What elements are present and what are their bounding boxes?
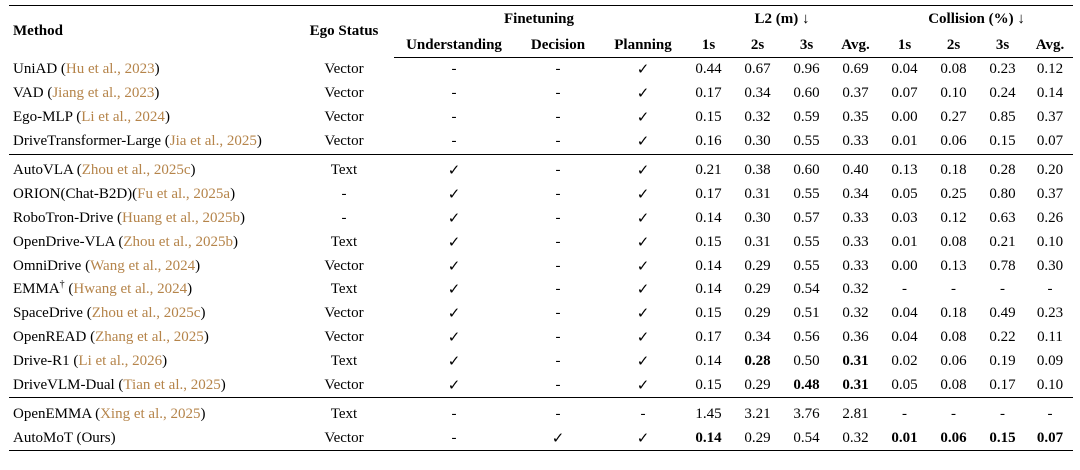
header-collision: Collision (%) ↓	[880, 6, 1073, 34]
l2-2s-cell: 0.28	[744, 353, 771, 370]
collision-avg-cell: 0.10	[1036, 233, 1064, 250]
planning-cell: ✓	[602, 426, 684, 450]
l2-1s-cell: 0.15	[695, 109, 722, 126]
l2-avg-cell: 0.33	[842, 209, 869, 226]
planning-cell: ✓	[636, 234, 650, 251]
l2-1s-cell: 0.44	[695, 61, 722, 78]
ego-status-cell: Text	[294, 398, 394, 426]
collision-3s-cell: 0.28	[978, 154, 1027, 182]
table-row	[9, 130, 1073, 154]
decision-cell: -	[555, 85, 561, 102]
l2-3s-cell: 0.54	[793, 281, 820, 298]
planning-cell: ✓	[636, 354, 650, 371]
table-row	[9, 58, 1073, 82]
understanding-cell: -	[451, 61, 457, 78]
collision-avg-cell: 0.11	[1037, 329, 1063, 346]
collision-1s-cell: 0.04	[891, 61, 918, 78]
collision-avg-cell: 0.07	[1027, 426, 1073, 450]
l2-3s-cell: 0.50	[793, 353, 820, 370]
understanding-cell: ✓	[447, 210, 461, 227]
method-name: Drive-R1	[13, 353, 70, 370]
ego-status-cell: Vector	[324, 61, 364, 78]
decision-cell: -	[555, 233, 561, 250]
collision-avg-cell: 0.09	[1036, 353, 1064, 370]
method-cell: RoboTron-Drive (Huang et al., 2025b)	[13, 209, 245, 226]
collision-avg-cell: -	[1027, 398, 1073, 426]
understanding-cell: -	[451, 85, 457, 102]
table-row	[9, 426, 1073, 450]
table-header	[9, 6, 1073, 58]
collision-avg-cell: 0.26	[1036, 209, 1064, 226]
collision-1s-cell: 0.01	[891, 133, 918, 150]
understanding-cell: ✓	[447, 330, 461, 347]
collision-2s-cell: 0.27	[940, 109, 967, 126]
l2-2s-cell: 0.29	[744, 257, 771, 274]
table-row	[9, 326, 1073, 350]
collision-1s-cell: 0.05	[891, 185, 918, 202]
l2-3s-cell: 0.51	[793, 305, 820, 322]
l2-1s-cell: 0.17	[695, 185, 722, 202]
collision-1s-cell: -	[902, 281, 908, 298]
collision-2s-cell: 0.18	[940, 305, 967, 322]
method-name: VAD	[13, 85, 44, 102]
collision-2s-cell: 0.08	[940, 377, 967, 394]
understanding-cell: ✓	[447, 258, 461, 275]
planning-cell: ✓	[636, 186, 650, 203]
ego-status-cell: Vector	[294, 426, 394, 450]
method-cell: OmniDrive (Wang et al., 2024)	[13, 257, 201, 274]
collision-avg-cell: -	[1047, 281, 1053, 298]
header-l2-3s: 3s	[782, 33, 831, 58]
l2-avg-cell: 0.31	[842, 353, 869, 370]
l2-3s-cell: 0.55	[793, 185, 820, 202]
method-cell: OpenDrive-VLA (Zhou et al., 2025b)	[13, 233, 238, 250]
planning-cell: ✓	[636, 330, 650, 347]
method-name: SpaceDrive	[13, 305, 83, 322]
method-cell: Ego-MLP (Li et al., 2024)	[13, 109, 170, 126]
table-row	[9, 374, 1073, 398]
understanding-cell: ✓	[447, 234, 461, 251]
collision-1s-cell: 0.04	[891, 305, 918, 322]
collision-2s-cell: 0.12	[940, 209, 967, 226]
l2-avg-cell: 0.40	[831, 154, 880, 182]
l2-3s-cell: 0.96	[793, 61, 820, 78]
collision-1s-cell: 0.00	[891, 109, 918, 126]
collision-3s-cell: 0.24	[989, 85, 1016, 102]
method-cell: ORION(Chat-B2D)(Fu et al., 2025a)	[13, 185, 236, 202]
method-name: RoboTron-Drive	[13, 209, 114, 226]
method-cell: SpaceDrive (Zhou et al., 2025c)	[13, 305, 206, 322]
ego-status-cell: Vector	[324, 329, 364, 346]
decision-cell: -	[555, 329, 561, 346]
planning-cell: ✓	[636, 134, 650, 151]
header-l2-avg: Avg.	[831, 33, 880, 58]
ego-status-cell: -	[341, 209, 347, 226]
collision-2s-cell: 0.06	[940, 353, 967, 370]
collision-3s-cell: 0.23	[989, 61, 1016, 78]
table-row	[9, 154, 1073, 182]
decision-cell: -	[555, 305, 561, 322]
collision-3s-cell: 0.78	[989, 257, 1016, 274]
l2-2s-cell: 0.29	[733, 426, 782, 450]
l2-2s-cell: 0.30	[744, 209, 771, 226]
collision-1s-cell: -	[880, 398, 929, 426]
collision-2s-cell: 0.08	[940, 329, 967, 346]
collision-1s-cell: 0.13	[880, 154, 929, 182]
method-name: OpenDrive-VLA	[13, 233, 115, 250]
l2-3s-cell: 0.59	[793, 109, 820, 126]
ego-status-cell: Text	[294, 154, 394, 182]
l2-avg-cell: 0.36	[842, 329, 869, 346]
l2-3s-cell: 0.57	[793, 209, 820, 226]
citation-link[interactable]: Tian et al., 2025	[123, 377, 221, 394]
ego-status-cell: Vector	[324, 377, 364, 394]
citation-link[interactable]: Li et al., 2026	[78, 353, 163, 370]
l2-3s-cell: 0.48	[793, 377, 820, 394]
collision-2s-cell: 0.25	[940, 185, 967, 202]
citation-link[interactable]: Zhou et al., 2025c	[81, 162, 191, 178]
citation-link[interactable]: Xing et al., 2025	[100, 405, 201, 422]
table-row	[9, 398, 1073, 426]
table-row	[9, 254, 1073, 278]
understanding-cell: ✓	[394, 154, 514, 182]
l2-3s-cell: 0.60	[782, 154, 831, 182]
citation-link[interactable]: Zhang et al., 2025	[95, 329, 204, 346]
collision-3s-cell: 0.22	[989, 329, 1016, 346]
header-col-1s: 1s	[880, 33, 929, 58]
understanding-cell: ✓	[447, 282, 461, 299]
ego-status-cell: Vector	[324, 257, 364, 274]
table-row	[9, 278, 1073, 302]
ego-status-cell: Text	[330, 233, 358, 250]
collision-avg-cell: 0.14	[1036, 85, 1064, 102]
collision-avg-cell: 0.30	[1036, 257, 1064, 274]
collision-avg-cell: 0.37	[1036, 109, 1064, 126]
table-row	[9, 230, 1073, 254]
collision-avg-cell: 0.07	[1036, 133, 1064, 150]
understanding-cell: -	[394, 398, 514, 426]
understanding-cell: -	[451, 109, 457, 126]
collision-avg-cell: 0.23	[1036, 305, 1064, 322]
collision-2s-cell: 0.18	[929, 154, 978, 182]
collision-3s-cell: 0.15	[989, 133, 1016, 150]
method-cell: OpenEMMA (Xing et al., 2025)	[9, 398, 294, 426]
table-row	[9, 302, 1073, 326]
method-footnote-mark: †	[59, 279, 65, 291]
collision-avg-cell: 0.12	[1036, 61, 1064, 78]
citation-link[interactable]: Jia et al., 2025	[169, 133, 257, 150]
planning-cell: ✓	[636, 86, 650, 103]
l2-1s-cell: 0.17	[695, 329, 722, 346]
method-cell: OpenREAD (Zhang et al., 2025)	[13, 329, 209, 346]
header-planning: Planning	[602, 33, 684, 58]
citation-link[interactable]: Wang et al., 2024	[90, 257, 196, 274]
method-name: AutoVLA	[13, 162, 73, 178]
decision-cell: ✓	[514, 426, 602, 450]
ego-status-cell: Text	[330, 353, 358, 370]
collision-1s-cell: 0.00	[891, 257, 918, 274]
l2-avg-cell: 0.32	[831, 426, 880, 450]
l2-3s-cell: 0.56	[793, 329, 820, 346]
method-cell: AutoVLA (Zhou et al., 2025c)	[9, 154, 294, 182]
collision-2s-cell: 0.08	[940, 233, 967, 250]
header-col-2s: 2s	[929, 33, 978, 58]
l2-2s-cell: 0.38	[733, 154, 782, 182]
understanding-cell: ✓	[447, 378, 461, 395]
collision-1s-cell: 0.07	[891, 85, 918, 102]
l2-avg-cell: 0.69	[842, 61, 869, 78]
l2-avg-cell: 2.81	[831, 398, 880, 426]
understanding-cell: ✓	[447, 306, 461, 323]
understanding-cell: ✓	[447, 354, 461, 371]
decision-cell: -	[555, 185, 561, 202]
ego-status-cell: Text	[330, 281, 358, 298]
l2-1s-cell: 0.16	[695, 133, 722, 150]
method-name: DriveTransformer-Large	[13, 133, 161, 150]
collision-1s-cell: 0.01	[891, 233, 918, 250]
decision-cell: -	[555, 133, 561, 150]
header-l2: L2 (m) ↓	[684, 6, 880, 34]
l2-avg-cell: 0.32	[842, 305, 869, 322]
method-name: DriveVLM-Dual	[13, 377, 115, 394]
citation-link[interactable]: Hwang et al., 2024	[73, 281, 188, 298]
citation-link[interactable]: Li et al., 2024	[81, 109, 165, 126]
l2-2s-cell: 3.21	[733, 398, 782, 426]
collision-3s-cell: 0.17	[989, 377, 1016, 394]
table-body	[9, 58, 1073, 451]
l2-avg-cell: 0.32	[842, 281, 869, 298]
l2-2s-cell: 0.30	[744, 133, 771, 150]
decision-cell: -	[555, 353, 561, 370]
citation-link[interactable]: Hu et al., 2023	[65, 61, 155, 78]
collision-3s-cell: 0.80	[989, 185, 1016, 202]
ego-status-cell: Vector	[324, 85, 364, 102]
header-col-3s: 3s	[978, 33, 1027, 58]
ego-status-cell: Vector	[324, 133, 364, 150]
l2-2s-cell: 0.29	[744, 281, 771, 298]
l2-2s-cell: 0.29	[744, 377, 771, 394]
l2-2s-cell: 0.67	[744, 61, 771, 78]
decision-cell: -	[514, 154, 602, 182]
l2-3s-cell: 0.55	[793, 233, 820, 250]
collision-2s-cell: -	[951, 281, 957, 298]
table-row	[9, 106, 1073, 130]
planning-cell: ✓	[636, 62, 650, 79]
citation-link[interactable]: Fu et al., 2025a	[137, 185, 231, 202]
collision-2s-cell: 0.13	[940, 257, 967, 274]
decision-cell: -	[514, 398, 602, 426]
l2-3s-cell: 0.55	[793, 257, 820, 274]
l2-1s-cell: 1.45	[684, 398, 733, 426]
method-name: EMMA	[13, 281, 60, 298]
collision-3s-cell: 0.19	[989, 353, 1016, 370]
planning-cell: ✓	[602, 154, 684, 182]
header-finetuning: Finetuning	[394, 6, 684, 34]
l2-2s-cell: 0.34	[744, 329, 771, 346]
l2-3s-cell: 0.55	[793, 133, 820, 150]
method-cell: VAD (Jiang et al., 2023)	[13, 85, 160, 102]
method-name: ORION(Chat-B2D)	[13, 185, 133, 202]
table-row	[9, 82, 1073, 106]
collision-1s-cell: 0.05	[891, 377, 918, 394]
collision-2s-cell: -	[929, 398, 978, 426]
collision-1s-cell: 0.02	[891, 353, 918, 370]
planning-cell: -	[602, 398, 684, 426]
citation-link[interactable]: Jiang et al., 2023	[52, 85, 155, 102]
planning-cell: ✓	[636, 110, 650, 127]
l2-1s-cell: 0.21	[684, 154, 733, 182]
collision-1s-cell: 0.04	[891, 329, 918, 346]
l2-3s-cell: 3.76	[782, 398, 831, 426]
l2-1s-cell: 0.15	[695, 377, 722, 394]
method-cell: UniAD (Hu et al., 2023)	[13, 61, 160, 78]
collision-3s-cell: 0.85	[989, 109, 1016, 126]
method-name: OpenEMMA	[13, 405, 92, 422]
decision-cell: -	[555, 377, 561, 394]
decision-cell: -	[555, 257, 561, 274]
method-name: OpenREAD	[13, 329, 87, 346]
comparison-table	[9, 5, 1073, 451]
understanding-cell: -	[451, 133, 457, 150]
l2-avg-cell: 0.37	[842, 85, 869, 102]
citation-link[interactable]: Zhou et al., 2025b	[123, 233, 233, 250]
l2-2s-cell: 0.31	[744, 185, 771, 202]
method-cell	[9, 426, 294, 450]
l2-avg-cell: 0.33	[842, 133, 869, 150]
l2-1s-cell: 0.14	[695, 353, 722, 370]
citation-link[interactable]: Zhou et al., 2025c	[91, 305, 201, 322]
collision-avg-cell: 0.20	[1027, 154, 1073, 182]
header-method: Method	[9, 6, 294, 58]
planning-cell: ✓	[636, 306, 650, 323]
ego-status-cell: Vector	[324, 305, 364, 322]
table-row	[9, 182, 1073, 206]
header-l2-1s: 1s	[684, 33, 733, 58]
method-name: UniAD	[13, 61, 58, 78]
table-row	[9, 350, 1073, 374]
planning-cell: ✓	[636, 258, 650, 275]
collision-2s-cell: 0.06	[929, 426, 978, 450]
table-row	[9, 206, 1073, 230]
collision-avg-cell: 0.37	[1036, 185, 1064, 202]
l2-2s-cell: 0.29	[744, 305, 771, 322]
method-cell: EMMA† (Hwang et al., 2024)	[13, 279, 193, 298]
collision-1s-cell: 0.01	[880, 426, 929, 450]
l2-1s-cell: 0.15	[695, 305, 722, 322]
l2-1s-cell: 0.15	[695, 233, 722, 250]
header-understanding: Understanding	[394, 33, 514, 58]
collision-2s-cell: 0.08	[940, 61, 967, 78]
method-cell: Drive-R1 (Li et al., 2026)	[13, 353, 168, 370]
decision-cell: -	[555, 209, 561, 226]
collision-3s-cell: -	[1000, 281, 1006, 298]
l2-1s-cell: 0.14	[695, 209, 722, 226]
l2-2s-cell: 0.31	[744, 233, 771, 250]
collision-3s-cell: 0.63	[989, 209, 1016, 226]
decision-cell: -	[555, 61, 561, 78]
collision-3s-cell: -	[978, 398, 1027, 426]
decision-cell: -	[555, 281, 561, 298]
l2-avg-cell: 0.33	[842, 257, 869, 274]
l2-1s-cell: 0.17	[695, 85, 722, 102]
header-decision: Decision	[514, 33, 602, 58]
collision-3s-cell: 0.15	[978, 426, 1027, 450]
l2-1s-cell: 0.14	[695, 281, 722, 298]
citation-link[interactable]: Huang et al., 2025b	[122, 209, 240, 226]
header-ego-status: Ego Status	[294, 6, 394, 58]
l2-1s-cell: 0.14	[695, 257, 722, 274]
collision-2s-cell: 0.10	[940, 85, 967, 102]
method-name: OmniDrive	[13, 257, 82, 274]
collision-3s-cell: 0.49	[989, 305, 1016, 322]
l2-2s-cell: 0.34	[744, 85, 771, 102]
understanding-cell: ✓	[447, 186, 461, 203]
collision-3s-cell: 0.21	[989, 233, 1016, 250]
l2-3s-cell: 0.60	[793, 85, 820, 102]
method-cell: DriveVLM-Dual (Tian et al., 2025)	[13, 377, 226, 394]
method-name: Ego-MLP	[13, 109, 73, 126]
l2-1s-cell: 0.14	[684, 426, 733, 450]
planning-cell: ✓	[636, 282, 650, 299]
collision-2s-cell: 0.06	[940, 133, 967, 150]
l2-avg-cell: 0.33	[842, 233, 869, 250]
l2-avg-cell: 0.31	[842, 377, 869, 394]
ego-status-cell: Vector	[324, 109, 364, 126]
planning-cell: ✓	[636, 378, 650, 395]
l2-2s-cell: 0.32	[744, 109, 771, 126]
planning-cell: ✓	[636, 210, 650, 227]
l2-3s-cell: 0.54	[782, 426, 831, 450]
l2-avg-cell: 0.34	[842, 185, 869, 202]
method-cell: DriveTransformer-Large (Jia et al., 2025)	[13, 133, 262, 150]
header-l2-2s: 2s	[733, 33, 782, 58]
l2-avg-cell: 0.35	[842, 109, 869, 126]
decision-cell: -	[555, 109, 561, 126]
method-name: AutoMoT (Ours)	[13, 429, 116, 446]
understanding-cell: -	[394, 426, 514, 450]
collision-avg-cell: 0.10	[1036, 377, 1064, 394]
collision-1s-cell: 0.03	[891, 209, 918, 226]
header-col-avg: Avg.	[1027, 33, 1073, 58]
ego-status-cell: -	[341, 185, 347, 202]
